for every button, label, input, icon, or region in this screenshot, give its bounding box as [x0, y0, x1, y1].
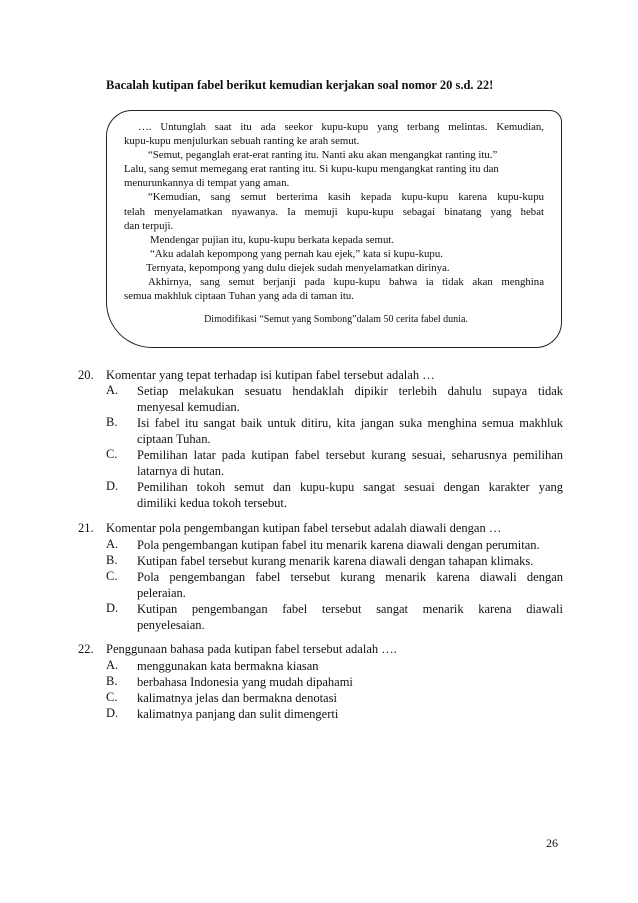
- option-line: Kutipan fabel tersebut kurang menarik karena diawali dengan tahapan klimaks.: [137, 554, 534, 568]
- option-line: Kutipan pengembangan fabel tersebut sangat menarik karena diawali: [137, 602, 563, 616]
- page-number: 26: [546, 836, 558, 850]
- option-letter: D.: [106, 601, 119, 615]
- excerpt-line: Lalu, sang semut memegang erat ranting itu. Si kupu-kupu mengangkat ranting itu dan: [124, 163, 499, 176]
- excerpt-line: semua makhluk ciptaan Tuhan yang ada di taman itu.: [124, 290, 354, 303]
- excerpt-line: …. Untunglah saat itu ada seekor kupu-kupu yang terbang melintas. Kemudian,: [138, 121, 544, 133]
- excerpt-line: “Kemudian, sang semut berterima kasih kepada kupu-kupu karena kupu-kupu: [148, 191, 544, 204]
- question-text: Penggunaan bahasa pada kutipan fabel tersebut adalah ….: [106, 642, 397, 656]
- excerpt-line: Ternyata, kepompong yang dulu diejek sudah menyelamatkan dirinya.: [146, 261, 450, 274]
- option-letter: A.: [106, 383, 119, 397]
- option-line: Isi fabel itu sangat baik untuk ditiru, kita jangan suka menghina semua makhluk: [137, 416, 563, 430]
- option-text: [137, 537, 563, 553]
- option-line: Pola pengembangan kutipan fabel itu menarik karena diawali dengan perumitan.: [137, 538, 540, 552]
- excerpt-line: kupu-kupu menjulurkan sebuah ranting ke arah semut.: [124, 135, 360, 148]
- option-line: kalimatnya panjang dan sulit dimengerti: [137, 707, 339, 721]
- option-text: [137, 601, 563, 633]
- excerpt-text: [124, 120, 544, 303]
- option-letter: A.: [106, 537, 119, 551]
- excerpt-line: Mendengar pujian itu, kupu-kupu berkata kepada semut.: [150, 233, 395, 246]
- option-line: peleraian.: [137, 586, 186, 600]
- question-number: 22.: [78, 642, 94, 656]
- question-number: 21.: [78, 521, 94, 535]
- option-letter: C.: [106, 690, 118, 704]
- option-text: [137, 706, 563, 722]
- instruction: Bacalah kutipan fabel berikut kemudian kerjakan soal nomor 20 s.d. 22!: [106, 78, 494, 92]
- question-text: Komentar yang tepat terhadap isi kutipan fabel tersebut adalah …: [106, 368, 435, 382]
- excerpt-line: “Aku adalah kepompong yang pernah kau ejek,” kata si kupu-kupu.: [150, 247, 443, 260]
- option-text: [137, 415, 563, 447]
- option-text: [137, 447, 563, 479]
- question-text: Komentar pola pengembangan kutipan fabel tersebut adalah diawali dengan …: [106, 521, 502, 535]
- option-line: penyelesaian.: [137, 618, 205, 632]
- option-letter: C.: [106, 569, 118, 583]
- excerpt-line: dan terpuji.: [124, 219, 174, 232]
- question-number: 20.: [78, 368, 94, 382]
- option-text: [137, 690, 563, 706]
- option-line: latarnya di hutan.: [137, 464, 225, 478]
- option-text: [137, 674, 563, 690]
- option-text: [137, 553, 563, 569]
- option-text: [137, 569, 563, 601]
- excerpt-source: Dimodifikasi “Semut yang Sombong”dalam 50 cerita fabel dunia.: [204, 314, 468, 325]
- option-letter: D.: [106, 706, 119, 720]
- option-letter: B.: [106, 674, 118, 688]
- option-line: menyesal kemudian.: [137, 400, 240, 414]
- option-letter: D.: [106, 479, 119, 493]
- option-text: [137, 658, 563, 674]
- option-line: kalimatnya jelas dan bermakna denotasi: [137, 691, 337, 705]
- excerpt-line: Akhirnya, sang semut berjanji pada kupu-kupu bahwa ia tidak akan menghina: [148, 276, 544, 289]
- option-line: ciptaan Tuhan.: [137, 432, 211, 446]
- option-text: [137, 383, 563, 415]
- option-letter: B.: [106, 415, 118, 429]
- option-line: Setiap melakukan sesuatu hendaklah dipikir terlebih dahulu supaya tidak: [137, 384, 563, 398]
- excerpt-line: “Semut, peganglah erat-erat ranting itu. Nanti aku akan mengangkat ranting itu.”: [148, 149, 498, 162]
- option-letter: B.: [106, 553, 118, 567]
- excerpt-line: telah menyelamatkan nyawanya. Ia memuji kupu-kupu sebagai binatang yang hebat: [124, 205, 544, 218]
- option-line: Pemilihan tokoh semut dan kupu-kupu sangat sesuai dengan karakter yang: [137, 480, 563, 494]
- option-line: Pola pengembangan fabel tersebut kurang menarik karena diawali dengan: [137, 570, 563, 584]
- option-letter: C.: [106, 447, 118, 461]
- option-line: berbahasa Indonesia yang mudah dipahami: [137, 675, 353, 689]
- option-line: Pemilihan latar pada kutipan fabel tersebut kurang sesuai, seharusnya pemilihan: [137, 448, 563, 462]
- excerpt-line: menurunkannya di tempat yang aman.: [124, 177, 290, 190]
- option-line: dimiliki kedua tokoh tersebut.: [137, 496, 287, 510]
- option-text: [137, 479, 563, 511]
- option-letter: A.: [106, 658, 119, 672]
- option-line: menggunakan kata bermakna kiasan: [137, 659, 319, 673]
